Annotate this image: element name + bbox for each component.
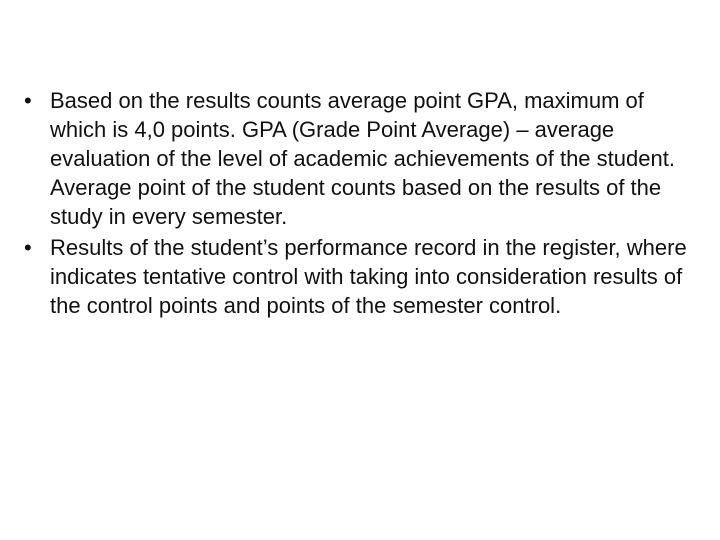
bullet-dot-icon: • — [24, 235, 32, 260]
bullet-text-gpa: Based on the results counts average point GPA, maximum of which is 4,0 points. GPA (Grade Point Average) – average evaluation of the level of academic achievements of the student. Average point of the student counts based on the results of the study in every semester. — [50, 88, 675, 229]
bullet-list — [24, 86, 704, 320]
bullet-item-performance-record — [24, 233, 704, 320]
bullet-dot-icon: • — [24, 88, 32, 113]
bullet-item-gpa — [24, 86, 704, 231]
bullet-text-performance-record: Results of the student’s performance record in the register, where indicates tentative control with taking into consideration results of the control points and points of the semester control. — [50, 235, 687, 318]
